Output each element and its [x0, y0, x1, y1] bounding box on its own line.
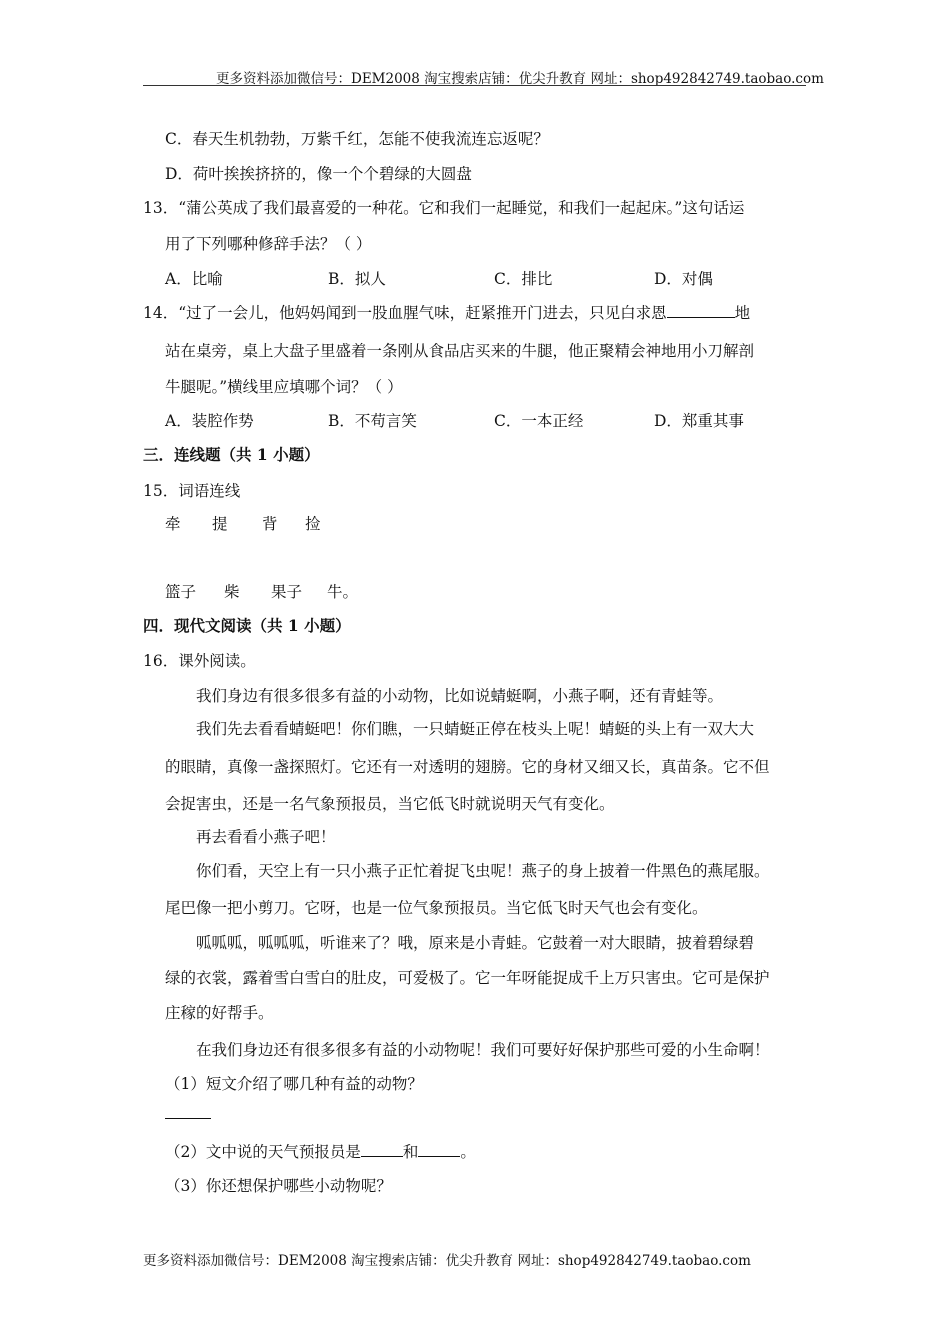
- q13-option-d: D．对偶: [654, 270, 713, 288]
- passage-paragraph-3: 再去看看小燕子吧！: [196, 828, 336, 846]
- passage-paragraph-2-line1: 我们先去看看蜻蜓吧！你们瞧，一只蜻蜓正停在枝头上呢！蜻蜓的头上有一双大大: [196, 720, 755, 738]
- q15-bottom-word-1: 篮子: [165, 583, 197, 601]
- q16-sub-question-3: （3）你还想保护哪些小动物呢？: [165, 1177, 392, 1195]
- passage-paragraph-5-line1: 呱呱呱，呱呱呱，听谁来了？哦，原来是小青蛙。它鼓着一对大眼睛，披着碧绿碧: [196, 934, 755, 952]
- passage-paragraph-4-line2: 尾巴像一把小剪刀。它呀，也是一位气象预报员。当它低飞时天气也会有变化。: [165, 899, 708, 917]
- q16-sub1-answer-line[interactable]: [165, 1118, 211, 1119]
- q13-option-b: B．拟人: [328, 270, 386, 288]
- q14-option-b: B．不苟言笑: [328, 412, 417, 430]
- q15-bottom-word-2: 柴: [224, 583, 240, 601]
- q15-bottom-word-4: 牛。: [327, 583, 359, 601]
- passage-paragraph-2-line2: 的眼睛，真像一盏探照灯。它还有一对透明的翅膀。它的身材又细又长，真苗条。它不但: [165, 758, 770, 776]
- q13-option-c: C．排比: [494, 270, 553, 288]
- passage-paragraph-2-line3: 会捉害虫，还是一名气象预报员，当它低飞时就说明天气有变化。: [165, 795, 615, 813]
- passage-paragraph-5-line3: 庄稼的好帮手。: [165, 1004, 274, 1022]
- q13-stem-line2: 用了下列哪种修辞手法？（ ）: [165, 235, 372, 253]
- q15-top-word-4: 捡: [305, 515, 321, 533]
- q15-top-word-3: 背: [262, 515, 278, 533]
- q16-title: 16．课外阅读。: [143, 652, 256, 670]
- header-rule: [143, 85, 806, 86]
- q16-sub2-blank-1[interactable]: [361, 1155, 403, 1157]
- q14-answer-blank[interactable]: [667, 316, 735, 318]
- section3-title: 三．连线题（共 1 小题）: [143, 445, 320, 464]
- q14-stem-line1-text: 14．“过了一会儿，他妈妈闻到一股血腥气味，赶紧推开门进去，只见白求恩: [143, 304, 667, 322]
- q16-sub2-period: 。: [460, 1143, 476, 1161]
- page-header: 更多资料添加微信号：DEM2008 淘宝搜索店铺：优尖升教育 网址：shop492842749.taobao.com: [216, 71, 824, 87]
- q14-stem-line1: [143, 301, 750, 323]
- passage-paragraph-4-line1: 你们看，天空上有一只小燕子正忙着捉飞虫呢！燕子的身上披着一件黑色的燕尾服。: [196, 862, 770, 880]
- q14-stem-line1-tail: 地: [734, 304, 751, 322]
- q16-sub2-and: 和: [402, 1143, 419, 1161]
- q15-title: 15．词语连线: [143, 482, 241, 500]
- q12-option-d: D．荷叶挨挨挤挤的，像一个个碧绿的大圆盘: [165, 165, 472, 183]
- q16-sub2-blank-2[interactable]: [418, 1155, 460, 1157]
- q16-sub-question-2: [165, 1140, 476, 1162]
- q14-stem-line3: 牛腿呢。”横线里应填哪个词？（ ）: [165, 378, 403, 396]
- q13-stem-line1: 13．“蒲公英成了我们最喜爱的一种花。它和我们一起睡觉，和我们一起起床。”这句话运: [143, 199, 745, 217]
- q14-option-c: C．一本正经: [494, 412, 584, 430]
- q15-bottom-word-3: 果子: [271, 583, 303, 601]
- q13-option-a: A．比喻: [165, 270, 223, 288]
- q12-option-c: C．春天生机勃勃，万紫千红，怎能不使我流连忘返呢？: [165, 130, 549, 148]
- passage-paragraph-5-line2: 绿的衣裳，露着雪白雪白的肚皮，可爱极了。它一年呀能捉成千上万只害虫。它可是保护: [165, 969, 770, 987]
- q15-top-word-2: 提: [212, 515, 228, 533]
- page-footer: 更多资料添加微信号：DEM2008 淘宝搜索店铺：优尖升教育 网址：shop492842749.taobao.com: [143, 1253, 751, 1269]
- q14-option-a: A．装腔作势: [165, 412, 254, 430]
- passage-paragraph-6: 在我们身边还有很多很多有益的小动物呢！我们可要好好保护那些可爱的小生命啊！: [196, 1041, 770, 1059]
- q16-sub-question-1: （1）短文介绍了哪几种有益的动物？: [165, 1075, 423, 1093]
- q14-stem-line2: 站在桌旁，桌上大盘子里盛着一条刚从食品店买来的牛腿，他正聚精会神地用小刀解剖: [165, 342, 755, 360]
- q14-option-d: D．郑重其事: [654, 412, 744, 430]
- q16-sub2-text: （2）文中说的天气预报员是: [165, 1143, 361, 1161]
- q15-top-word-1: 牵: [165, 515, 181, 533]
- section4-title: 四．现代文阅读（共 1 小题）: [143, 616, 351, 635]
- passage-paragraph-1: 我们身边有很多很多有益的小动物，比如说蜻蜓啊，小燕子啊，还有青蛙等。: [196, 687, 724, 705]
